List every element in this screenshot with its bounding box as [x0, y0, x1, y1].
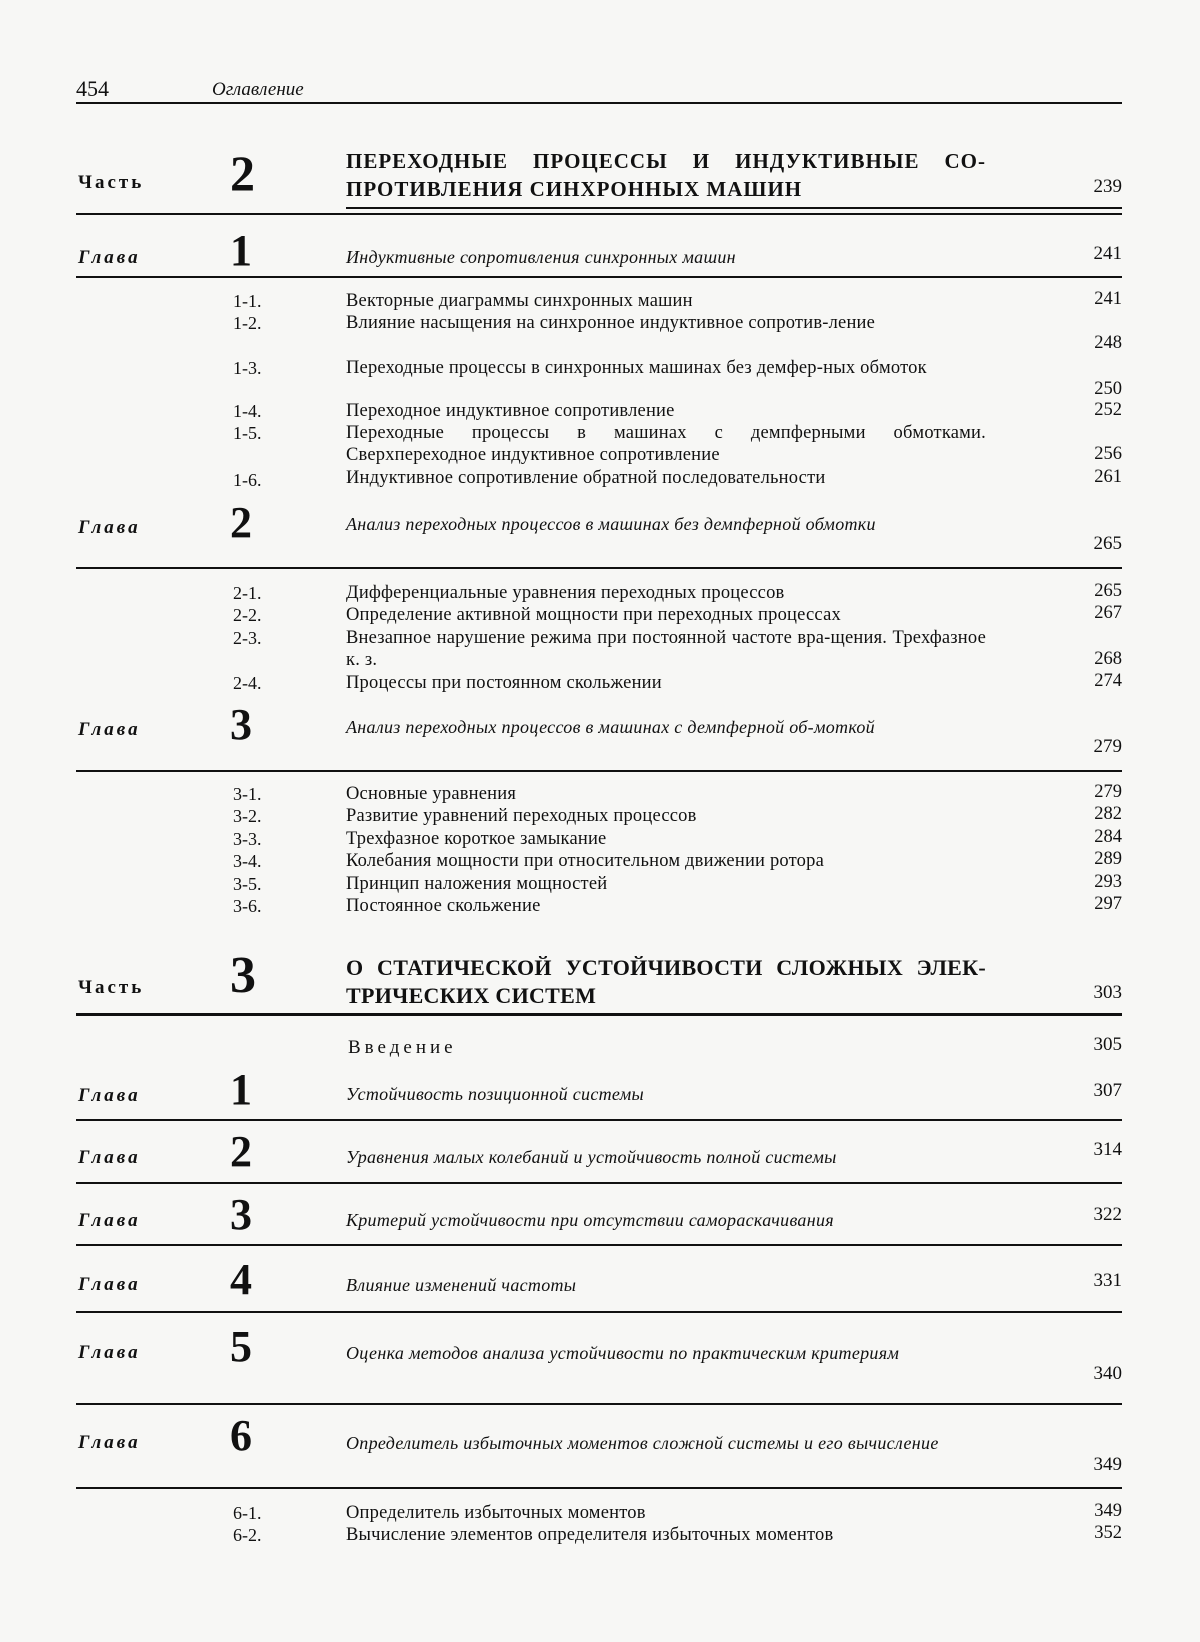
section-page: 349: [1094, 1501, 1122, 1521]
section-rule: [76, 1244, 1122, 1246]
section-number: 3-2.: [233, 806, 262, 826]
section-title: Определение активной мощности при переходных процессах: [346, 605, 841, 625]
section-number: 6-1.: [233, 1503, 262, 1523]
section-title: Индуктивное сопротивление обратной последовательности: [346, 468, 826, 488]
page-number: 454: [76, 76, 109, 101]
section-number: 1-2.: [233, 313, 262, 333]
section-rule: [76, 1311, 1122, 1313]
section-page: 268: [1094, 649, 1122, 669]
chapter-label: Глава: [78, 1085, 141, 1106]
section-page: 282: [1094, 804, 1122, 824]
section-number: 2-4.: [233, 673, 262, 693]
chapter-page: 241: [1093, 243, 1122, 264]
running-title: Оглавление: [212, 79, 304, 100]
section-title: Векторные диаграммы синхронных машин: [346, 291, 693, 311]
section-page: 248: [1094, 333, 1122, 353]
section-rule: [76, 276, 1122, 278]
section-title: Определитель избыточных моментов: [346, 1503, 646, 1523]
section-number: 1-5.: [233, 423, 262, 443]
chapter-title: Анализ переходных процессов в машинах без демпферной обмотки: [346, 514, 876, 534]
section-number: 1-3.: [233, 358, 262, 378]
section-title: Трехфазное короткое замыкание: [346, 829, 607, 849]
section-page: 289: [1094, 849, 1122, 869]
section-title: Влияние насыщения на синхронное индуктивное сопротив-ление: [346, 313, 876, 333]
section-number: 2-3.: [233, 628, 262, 648]
section-page: 297: [1094, 894, 1122, 914]
section-page: 284: [1094, 827, 1122, 847]
chapter-page: 322: [1093, 1204, 1122, 1225]
chapter-label: Глава: [78, 1147, 141, 1168]
section-number: 3-5.: [233, 874, 262, 894]
section-title: Переходное индуктивное сопротивление: [346, 401, 675, 421]
section-page: 267: [1094, 603, 1122, 623]
section-number: 2-1.: [233, 583, 262, 603]
part-label: Часть: [78, 977, 145, 998]
section-title: Постоянное скольжение: [346, 896, 541, 916]
introduction-title: Введение: [348, 1037, 457, 1058]
section-title: Развитие уравнений переходных процессов: [346, 806, 697, 826]
part-title: ПЕРЕХОДНЫЕ ПРОЦЕССЫ И ИНДУКТИВНЫЕ СО-ПРОТИВЛЕНИЯ СИНХРОННЫХ МАШИН: [346, 149, 986, 201]
chapter-number: 2: [230, 498, 252, 547]
section-number: 1-1.: [233, 291, 262, 311]
section-rule: [76, 1487, 1122, 1489]
chapter-label: Глава: [78, 1342, 141, 1363]
chapter-title: Устойчивость позиционной системы: [346, 1084, 645, 1104]
chapter-title: Влияние изменений частоты: [346, 1275, 577, 1295]
section-page: 293: [1094, 872, 1122, 892]
section-page: 261: [1094, 467, 1122, 487]
chapter-number: 5: [230, 1322, 252, 1371]
part-title-underline: [346, 207, 1122, 209]
chapter-number: 1: [230, 226, 252, 275]
chapter-label: Глава: [78, 1210, 141, 1231]
chapter-title: Оценка методов анализа устойчивости по практическим критериям: [346, 1343, 900, 1363]
part-number: 3: [230, 947, 256, 1004]
section-title: Переходные процессы в машинах с демпферными обмотками. Сверхпереходное индуктивное сопротивление: [346, 423, 986, 465]
chapter-page: 279: [1093, 736, 1122, 757]
section-number: 3-3.: [233, 829, 262, 849]
part-page: 303: [1093, 982, 1122, 1003]
chapter-label: Глава: [78, 719, 141, 740]
section-number: 3-4.: [233, 851, 262, 871]
chapter-label: Глава: [78, 247, 141, 268]
section-title: Колебания мощности при относительном движении ротора: [346, 851, 824, 871]
section-page: 241: [1094, 289, 1122, 309]
section-number: 3-6.: [233, 896, 262, 916]
part-number: 2: [230, 145, 255, 201]
section-rule: [76, 1013, 1122, 1016]
running-header: [76, 76, 1122, 104]
section-rule: [76, 770, 1122, 772]
section-rule: [76, 567, 1122, 569]
part-title: О СТАТИЧЕСКОЙ УСТОЙЧИВОСТИ СЛОЖНЫХ ЭЛЕК-ТРИЧЕСКИХ СИСТЕМ: [346, 955, 986, 1008]
section-title: Внезапное нарушение режима при постоянной частоте вра-щения. Трехфазное к. з.: [346, 628, 986, 670]
section-page: 265: [1094, 581, 1122, 601]
section-rule: [76, 1403, 1122, 1405]
chapter-number: 4: [230, 1255, 252, 1304]
chapter-page: 331: [1093, 1270, 1122, 1291]
chapter-label: Глава: [78, 1432, 141, 1453]
chapter-title: Критерий устойчивости при отсутствии самораскачивания: [346, 1210, 834, 1230]
chapter-page: 265: [1093, 533, 1122, 554]
chapter-title: Индуктивные сопротивления синхронных машин: [346, 247, 736, 267]
chapter-number: 6: [230, 1411, 252, 1460]
section-number: 6-2.: [233, 1525, 262, 1545]
part-label: Часть: [78, 172, 145, 193]
section-page: 352: [1094, 1523, 1122, 1543]
section-page: 250: [1094, 379, 1122, 399]
section-rule: [76, 1182, 1122, 1184]
chapter-page: 340: [1093, 1363, 1122, 1384]
chapter-page: 307: [1093, 1080, 1122, 1101]
chapter-number: 2: [230, 1127, 252, 1176]
section-rule: [76, 1119, 1122, 1121]
chapter-label: Глава: [78, 517, 141, 538]
chapter-number: 3: [230, 1190, 252, 1239]
section-title: Вычисление элементов определителя избыточных моментов: [346, 1525, 834, 1545]
introduction-page: 305: [1093, 1034, 1122, 1055]
chapter-page: 314: [1093, 1139, 1122, 1160]
section-title: Переходные процессы в синхронных машинах без демфер-ных обмоток: [346, 358, 927, 378]
chapter-number: 3: [230, 700, 252, 749]
chapter-title: Анализ переходных процессов в машинах с демпферной об-моткой: [346, 717, 875, 737]
section-number: 1-4.: [233, 401, 262, 421]
chapter-title: Уравнения малых колебаний и устойчивость полной системы: [346, 1147, 837, 1167]
header-rule: [76, 102, 1122, 104]
section-page: 274: [1094, 671, 1122, 691]
section-page: 252: [1094, 400, 1122, 420]
section-title: Основные уравнения: [346, 784, 517, 804]
section-number: 1-6.: [233, 470, 262, 490]
part-page: 239: [1093, 176, 1122, 197]
section-page: 279: [1094, 782, 1122, 802]
chapter-number: 1: [230, 1065, 252, 1114]
section-number: 2-2.: [233, 605, 262, 625]
section-number: 3-1.: [233, 784, 262, 804]
chapter-title: Определитель избыточных моментов сложной системы и его вычисление: [346, 1433, 939, 1453]
chapter-page: 349: [1093, 1454, 1122, 1475]
section-title: Процессы при постоянном скольжении: [346, 673, 662, 693]
section-rule: [76, 213, 1122, 215]
section-page: 256: [1094, 444, 1122, 464]
chapter-label: Глава: [78, 1274, 141, 1295]
section-title: Принцип наложения мощностей: [346, 874, 608, 894]
section-title: Дифференциальные уравнения переходных процессов: [346, 583, 785, 603]
